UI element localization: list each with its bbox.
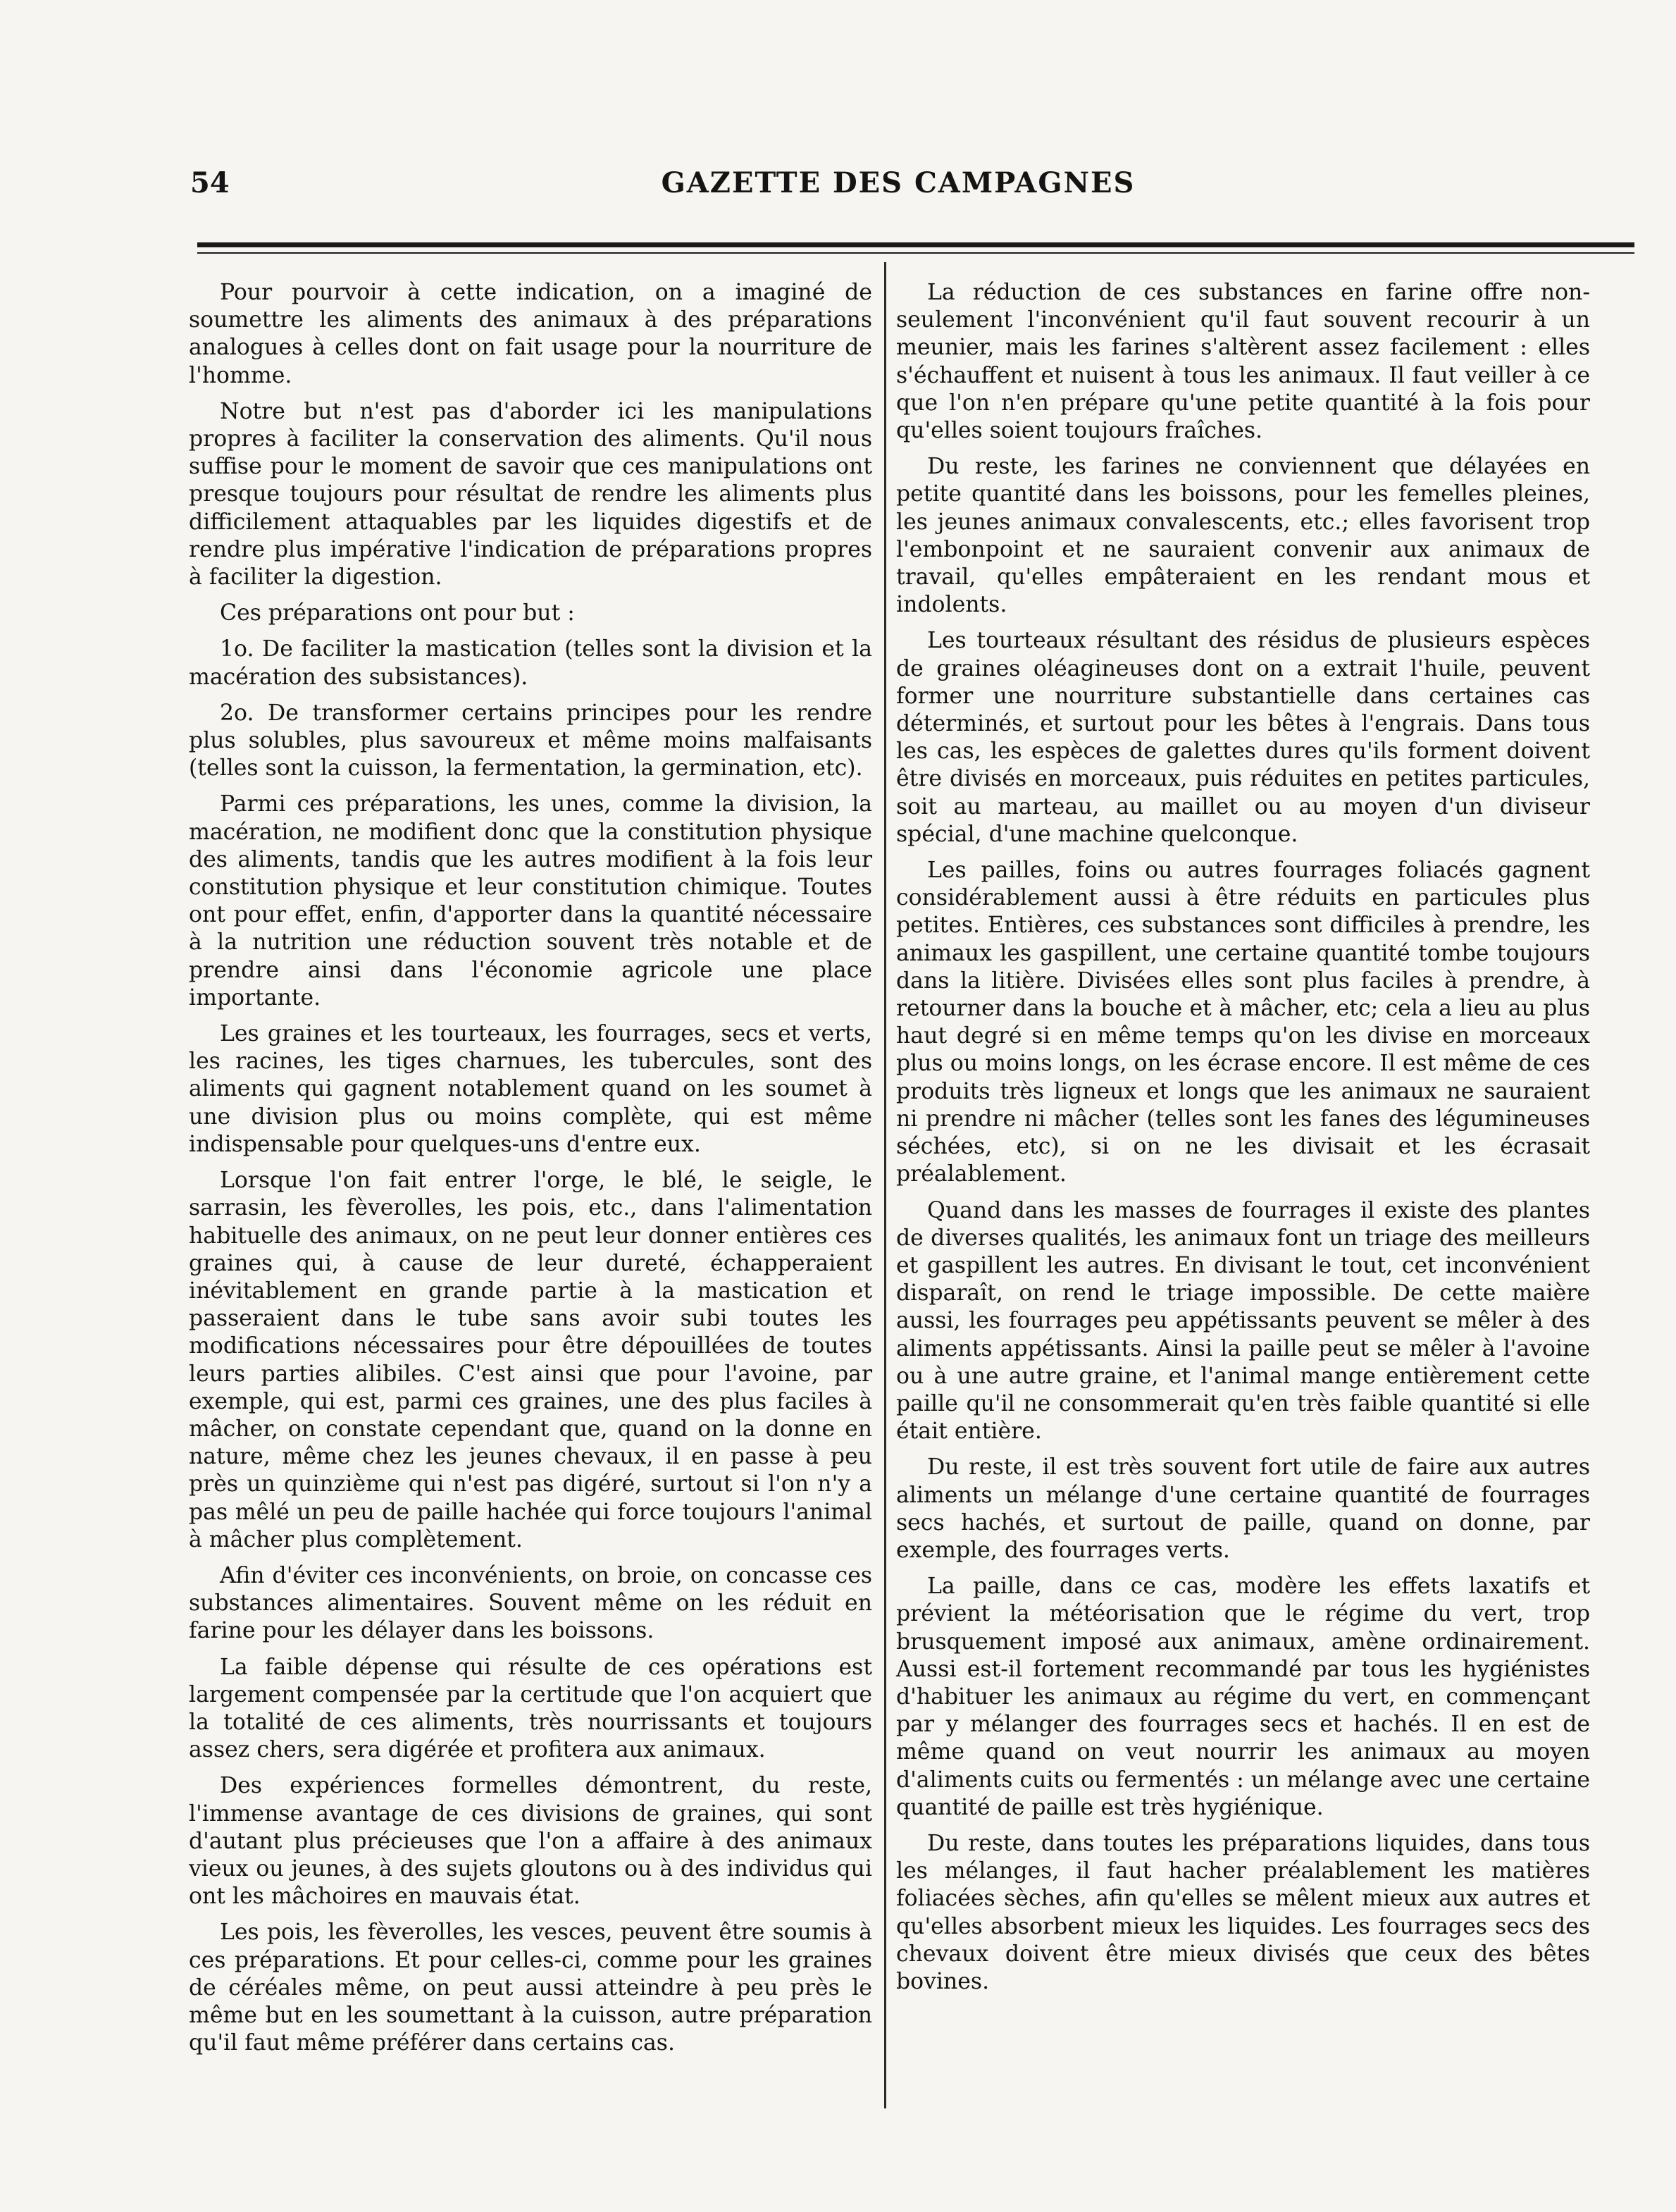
paragraph: Les graines et les tourteaux, les fourrages, secs et verts, les racines, les tiges charnues, les tubercules, sont des aliments qui gagnent notablement quand on les soumet à une division plus ou moins complète, qui est même indispensable pour quelques-uns d'entre eux. (189, 1021, 872, 1157)
left-column (189, 279, 872, 2065)
paragraph: Pour pourvoir à cette indication, on a imaginé de soumettre les aliments des animaux à des préparations analogues à celles dont on fait usage pour la nourriture de l'homme. (189, 280, 872, 388)
paragraph: La faible dépense qui résulte de ces opérations est largement compensée par la certitude que l'on acquiert que la totalité de ces aliments, très nourrissants et toujours assez chers, sera digérée et profitera aux animaux. (189, 1654, 872, 1763)
paragraph: Des expériences formelles démontrent, du reste, l'immense avantage de ces divisions de graines, qui sont d'autant plus précieuses que l'on a affaire à des animaux vieux ou jeunes, à des sujets gloutons ou à des individus qui ont les mâchoires en mauvais état. (189, 1773, 872, 1910)
paragraph: Du reste, dans toutes les préparations liquides, dans tous les mélanges, il faut hacher préalablement les matières foliacées sèches, afin qu'elles se mêlent mieux aux autres et qu'elles absorbent mieux les liquides. Les fourrages secs des chevaux doivent être mieux divisés que ceux des bêtes bovines. (896, 1830, 1590, 1994)
paragraph: Parmi ces préparations, les unes, comme la division, la macération, ne modifient donc que la constitution physique des aliments, tandis que les autres modifient à la fois leur constitution physique et leur constitution chimique. Toutes ont pour effet, enfin, d'apporter dans la quantité nécessaire à la nutrition une réduction souvent très notable et de prendre ainsi dans l'économie agricole une place importante. (189, 791, 872, 1011)
header-rule-thin (197, 252, 1634, 254)
paragraph: La réduction de ces substances en farine offre non-seulement l'inconvénient qu'il faut souvent recourir à un meunier, mais les farines s'altèrent assez facilement : elles s'échauffent et nuisent à tous les animaux. Il faut veiller à ce que l'on n'en prépare qu'une petite quantité à la fois pour qu'elles soient toujours fraîches. (896, 280, 1590, 444)
paragraph: Les tourteaux résultant des résidus de plusieurs espèces de graines oléagineuses dont on a extrait l'huile, peuvent former une nourriture substantielle dans certaines cas déterminés, et surtout pour les bêtes à l'engrais. Dans tous les cas, les espèces de galettes dures qu'ils forment doivent être divisés en morceaux, puis réduites en petites particules, soit au marteau, au maillet ou au moyen d'un diviseur spécial, d'une machine quelconque. (896, 628, 1590, 847)
paragraph: Du reste, les farines ne conviennent que délayées en petite quantité dans les boissons, pour les femelles pleines, les jeunes animaux convalescents, etc.; elles favorisent trop l'embonpoint et ne sauraient convenir aux animaux de travail, qu'elles empâteraient en les rendant mous et indolents. (896, 454, 1590, 618)
paragraph: Quand dans les masses de fourrages il existe des plantes de diverses qualités, les animaux font un triage des meilleurs et gaspillent les autres. En divisant le tout, cet inconvénient disparaît, on rend le triage impossible. De cette maière aussi, les fourrages peu appétissants peuvent se mêler à des aliments appétissants. Ainsi la paille peut se mêler à l'avoine ou à une autre graine, et l'animal mange entièrement cette paille qu'il ne consommerait qu'en très faible quantité si elle était entière. (896, 1197, 1590, 1445)
column-divider (884, 262, 886, 2108)
paragraph: Ces préparations ont pour but : (220, 600, 575, 626)
paragraph: 1o. De faciliter la mastication (telles sont la division et la macération des subsistances). (189, 636, 872, 690)
journal-title: GAZETTE DES CAMPAGNES (661, 166, 1136, 199)
page-header (190, 166, 1606, 216)
paragraph: La paille, dans ce cas, modère les effets laxatifs et prévient la météorisation que le régime du vert, trop brusquement imposé aux animaux, amène ordinairement. Aussi est-il fortement recommandé par tous les hygiénistes d'habituer les animaux au régime du vert, en commençant par y mélanger des fourrages secs et hachés. Il en est de même quand on veut nourrir les animaux au moyen d'aliments cuits ou fermentés : un mélange avec une certaine quantité de paille est très hygiénique. (896, 1574, 1590, 1820)
header-rule-thick (197, 242, 1634, 247)
paragraph: Lorsque l'on fait entrer l'orge, le blé, le seigle, le sarrasin, les fèverolles, les pois, etc., dans l'alimentation habituelle des animaux, on ne peut leur donner entières ces graines qui, à cause de leur dureté, échapperaient inévitablement en grande partie à la mastication et passeraient dans le tube sans avoir subi toutes les modifications nécessaires pour être dépouillées de toutes leurs parties alibiles. C'est ainsi que pour l'avoine, par exemple, qui est, parmi ces graines, une des plus faciles à mâcher, on constate cependant que, quand on la donne en nature, même chez les jeunes chevaux, il en passe à peu près un quinzième qui n'est pas digéré, surtout si l'on n'y a pas mêlé un peu de paille hachée qui force toujours l'animal à mâcher plus complètement. (189, 1168, 872, 1552)
paragraph: Afin d'éviter ces inconvénients, on broie, on concasse ces substances alimentaires. Souvent même on les réduit en farine pour les délayer dans les boissons. (189, 1562, 872, 1644)
paragraph: Les pailles, foins ou autres fourrages foliacés gagnent considérablement aussi à être réduits en particules plus petites. Entières, ces substances sont difficiles à prendre, les animaux les gaspillent, une certaine quantité tombe toujours dans la litière. Divisées elles sont plus faciles à prendre, à retourner dans la bouche et à mâcher, etc; cela a lieu au plus haut degré si en même temps qu'on les divise en morceaux plus ou moins longs, on les écrase encore. Il est même de ces produits très ligneux et longs que les animaux ne sauraient ni prendre ni mâcher (telles sont les fanes des légumineuses séchées, etc), si on ne les divisait et les écrasait préalablement. (896, 858, 1590, 1187)
paragraph: 2o. De transformer certains principes pour les rendre plus solubles, plus savoureux et même moins malfaisants (telles sont la cuisson, la fermentation, la germination, etc). (189, 700, 872, 781)
page-number: 54 (190, 166, 230, 199)
paragraph: Les pois, les fèverolles, les vesces, peuvent être soumis à ces préparations. Et pour celles-ci, comme pour les graines de céréales même, on peut aussi atteindre à peu près le même but en les soumettant à la cuisson, autre préparation qu'il faut même préférer dans certains cas. (189, 1920, 872, 2056)
paragraph: Du reste, il est très souvent fort utile de faire aux autres aliments un mélange d'une certaine quantité de fourrages secs hachés, et surtout de paille, quand on donne, par exemple, des fourrages verts. (896, 1454, 1590, 1563)
paragraph: Notre but n'est pas d'aborder ici les manipulations propres à faciliter la conservation des aliments. Qu'il nous suffise pour le moment de savoir que ces manipulations ont presque toujours pour résultat de rendre les aliments plus difficilement attaquables par les liquides digestifs et de rendre plus impérative l'indication de préparations propres à faciliter la digestion. (189, 398, 872, 591)
right-column (896, 279, 1590, 2004)
